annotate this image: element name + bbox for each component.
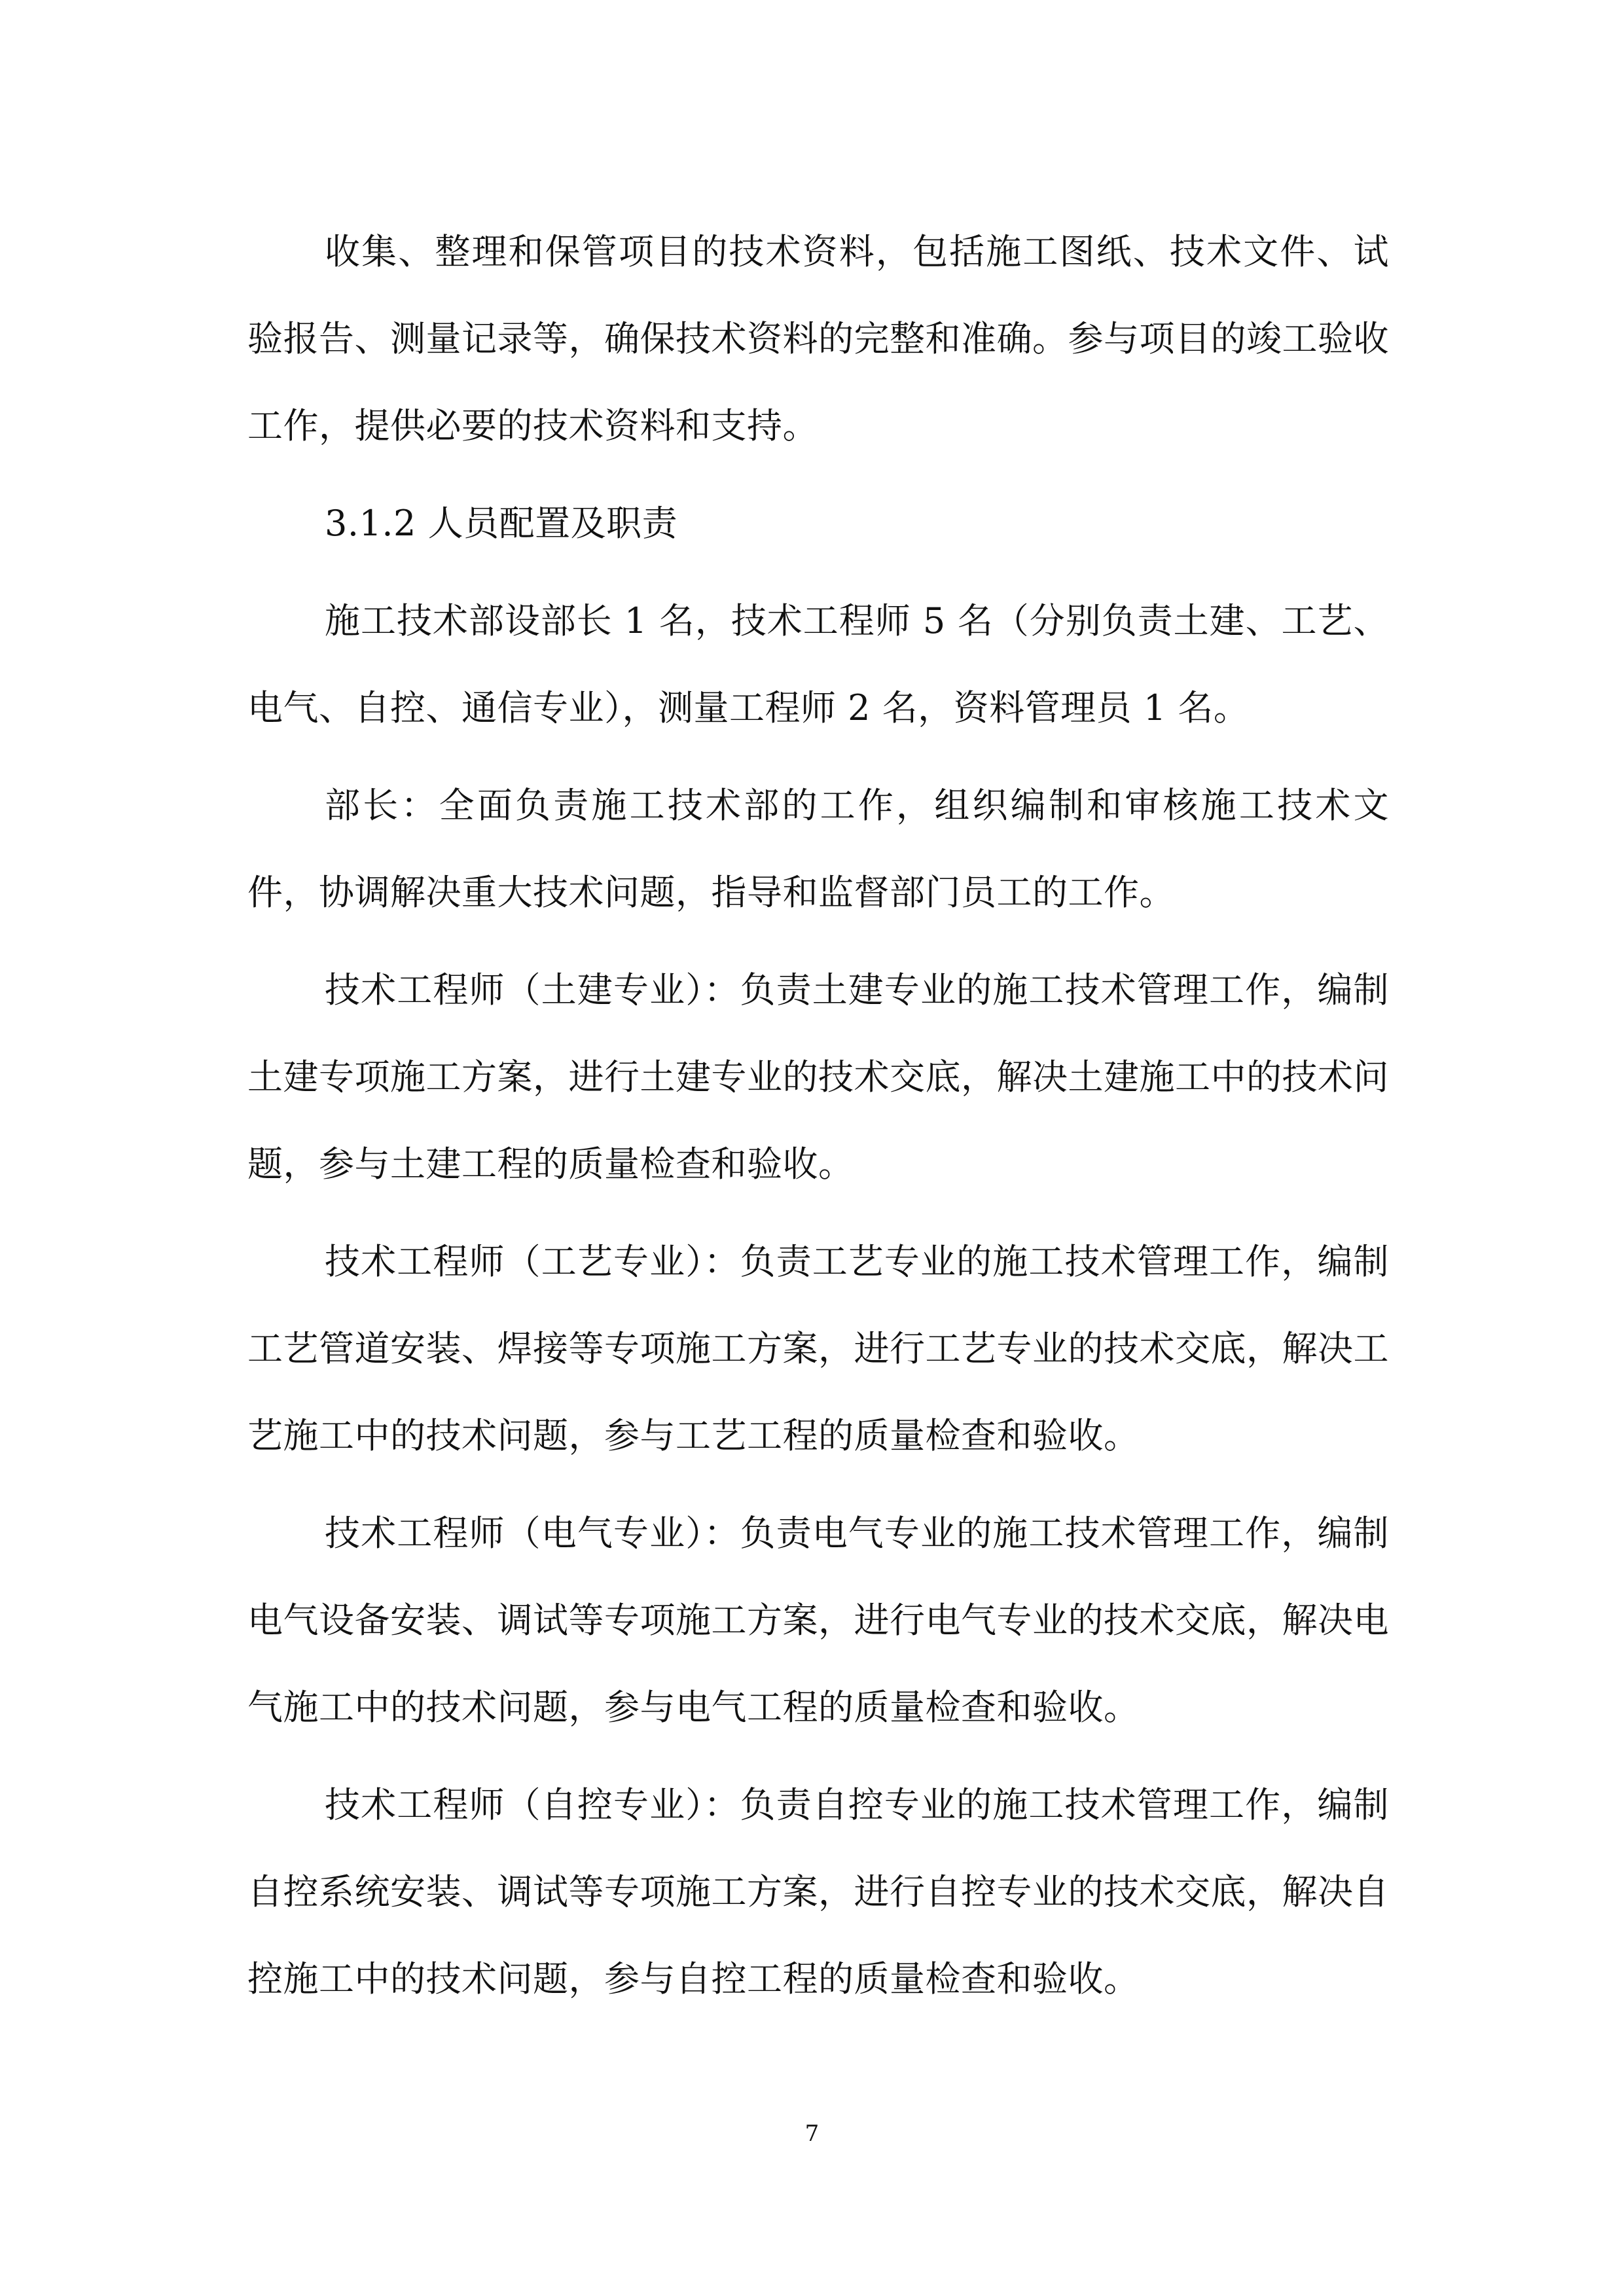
- paragraph-electrical-engineer-duties: 技术工程师（电气专业）：负责电气专业的施工技术管理工作，编制电气设备安装、调试等专项施工方案，进行电气专业的技术交底，解决电气施工中的技术问题，参与电气工程的质量检查和验收。: [247, 1513, 1389, 1728]
- paragraph-minister-duties: 部长：全面负责施工技术部的工作，组织编制和审核施工技术文件，协调解决重大技术问题，指导和监督部门员工的工作。: [247, 785, 1389, 913]
- paragraph-department-staffing: 施工技术部设部长 1 名，技术工程师 5 名（分别负责土建、工艺、电气、自控、通信专业），测量工程师 2 名，资料管理员 1 名。: [247, 600, 1389, 728]
- document-body: [247, 208, 1389, 2033]
- section-heading-staffing: 3.1.2 人员配置及职责: [325, 503, 678, 544]
- paragraph-process-engineer-duties: 技术工程师（工艺专业）：负责工艺专业的施工技术管理工作，编制工艺管道安装、焊接等专项施工方案，进行工艺专业的技术交底，解决工艺施工中的技术问题，参与工艺工程的质量检查和验收。: [247, 1241, 1389, 1456]
- page-number: 7: [804, 2121, 820, 2147]
- paragraph-automation-engineer-duties: 技术工程师（自控专业）：负责自控专业的施工技术管理工作，编制自控系统安装、调试等专项施工方案，进行自控专业的技术交底，解决自控施工中的技术问题，参与自控工程的质量检查和验收。: [247, 1784, 1389, 2000]
- paragraph-technical-records: 收集、整理和保管项目的技术资料，包括施工图纸、技术文件、试验报告、测量记录等，确保技术资料的完整和准确。参与项目的竣工验收工作，提供必要的技术资料和支持。: [247, 231, 1389, 446]
- paragraph-civil-engineer-duties: 技术工程师（土建专业）：负责土建专业的施工技术管理工作，编制土建专项施工方案，进行土建专业的技术交底，解决土建施工中的技术问题，参与土建工程的质量检查和验收。: [247, 969, 1389, 1185]
